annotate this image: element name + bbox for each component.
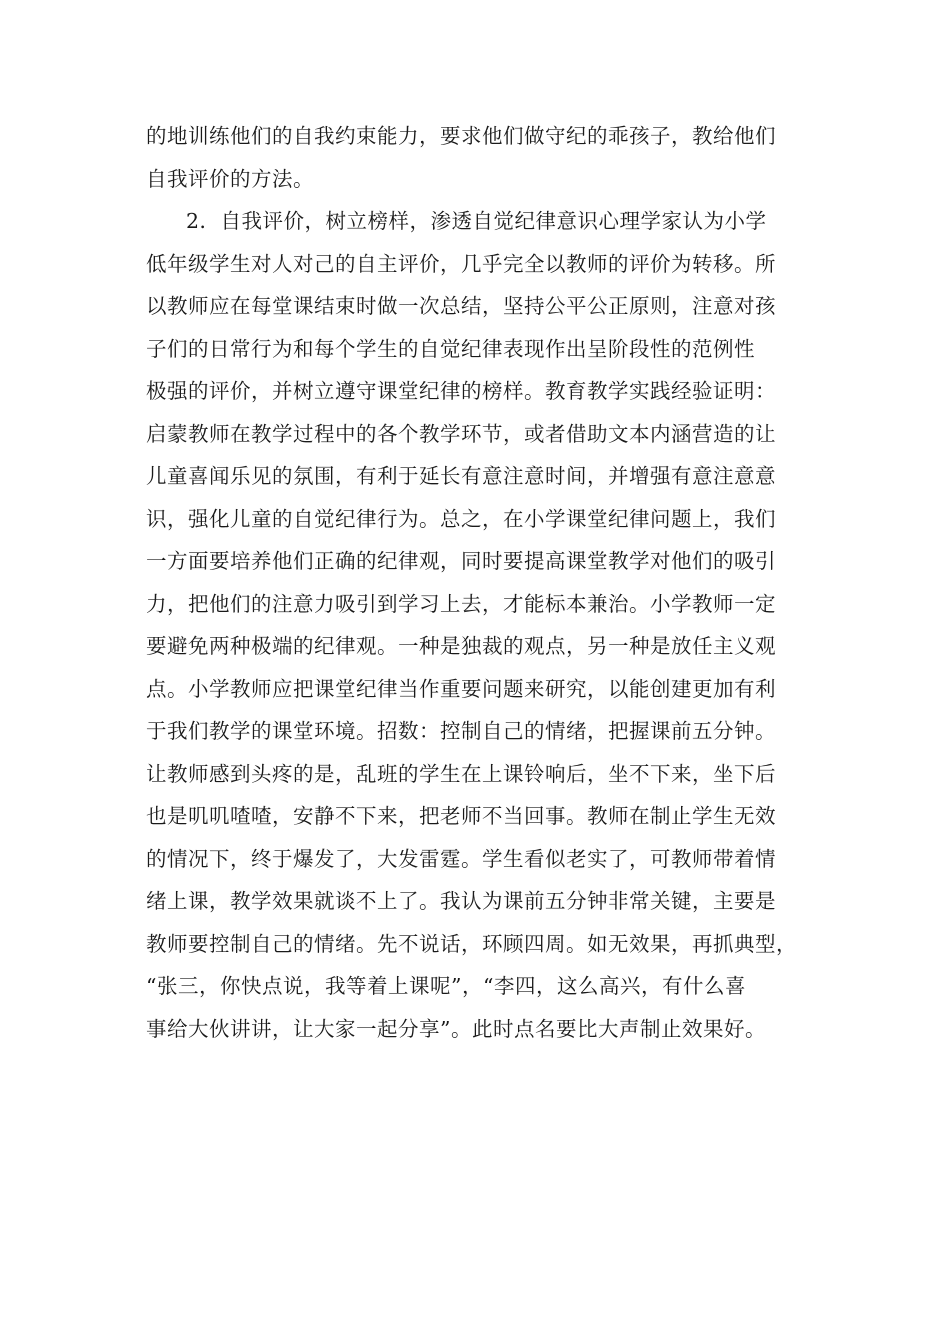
text-line: 识，强化儿童的自觉纪律行为。总之，在小学课堂纪律问题上，我们	[146, 506, 776, 531]
text-line: 让教师感到头疼的是，乱班的学生在上课铃响后，坐不下来，坐下后	[146, 761, 776, 786]
text-line: 也是叽叽喳喳，安静不下来，把老师不当回事。教师在制止学生无效	[146, 804, 776, 828]
text-line: 的情况下，终于爆发了，大发雷霆。学生看似老实了，可教师带着情	[146, 846, 776, 871]
text-line: 自我评价的方法。	[146, 166, 314, 191]
text-line: 以教师应在每堂课结束时做一次总结，坚持公平公正原则，注意对孩	[146, 294, 776, 318]
text-line: 要避免两种极端的纪律观。一种是独裁的观点，另一种是放任主义观	[146, 634, 776, 658]
text-line: 于我们教学的课堂环境。招数：控制自己的情绪，把握课前五分钟。	[146, 719, 776, 743]
text-line: 子们的日常行为和每个学生的自觉纪律表现作出呈阶段性的范例性	[146, 336, 755, 361]
text-line: 低年级学生对人对己的自主评价，几乎完全以教师的评价为转移。所	[146, 251, 776, 276]
text-line: 的地训练他们的自我约束能力，要求他们做守纪的乖孩子，教给他们	[146, 124, 776, 148]
paragraph-start-line: 2．自我评价，树立榜样，渗透自觉纪律意识心理学家认为小学	[186, 209, 767, 233]
text-line: 教师要控制自己的情绪。先不说话，环顾四周。如无效果，再抓典型，	[146, 931, 797, 956]
body-text	[146, 115, 816, 1050]
text-line: 一方面要培养他们正确的纪律观，同时要提高课堂教学对他们的吸引	[146, 549, 776, 573]
text-line: “张三，你快点说，我等着上课呢”，“李四，这么高兴，有什么喜	[146, 974, 746, 998]
text-line: 极强的评价，并树立遵守课堂纪律的榜样。教育教学实践经验证明：	[146, 379, 776, 403]
text-line: 儿童喜闻乐见的氛围，有利于延长有意注意时间，并增强有意注意意	[146, 464, 776, 488]
text-line: 点。小学教师应把课堂纪律当作重要问题来研究，以能创建更加有利	[146, 676, 776, 701]
text-line: 事给大伙讲讲，让大家一起分享”。此时点名要比大声制止效果好。	[146, 1016, 766, 1041]
text-line: 绪上课，教学效果就谈不上了。我认为课前五分钟非常关键，主要是	[146, 889, 776, 913]
text-line: 启蒙教师在教学过程中的各个教学环节，或者借助文本内涵营造的让	[146, 421, 776, 446]
text-line: 力，把他们的注意力吸引到学习上去，才能标本兼治。小学教师一定	[146, 591, 776, 616]
